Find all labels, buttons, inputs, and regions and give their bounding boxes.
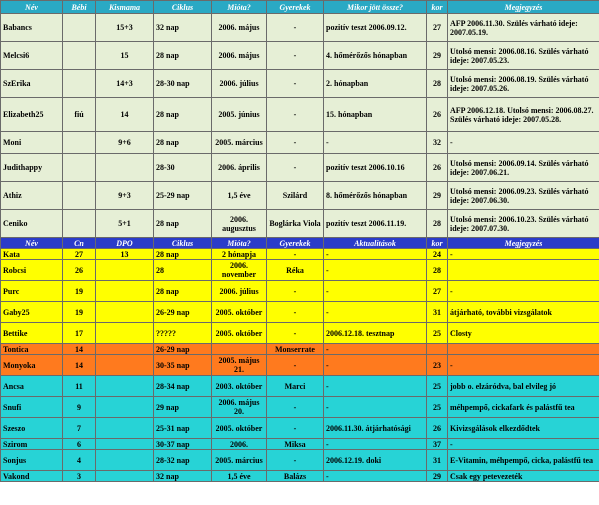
column-header: Név <box>1 1 63 14</box>
table-cell <box>96 154 154 182</box>
table-cell <box>212 344 267 355</box>
table-cell: 30-35 nap <box>154 355 212 376</box>
table-cell: 2006. augusztus <box>212 210 267 238</box>
table-cell <box>96 302 154 323</box>
table-cell: Sonjus <box>1 450 63 471</box>
table-cell: Ancsa <box>1 376 63 397</box>
table-cell: átjárható, további vizsgálatok <box>448 302 599 323</box>
table-cell: - <box>448 249 599 260</box>
table-cell: Ceniko <box>1 210 63 238</box>
table-row <box>1 450 599 471</box>
table-cell: - <box>324 397 427 418</box>
table-row <box>1 355 599 376</box>
table-row <box>1 471 599 482</box>
column-header: kor <box>427 1 448 14</box>
table-cell: 2006. <box>212 439 267 450</box>
trying-section <box>1 238 599 482</box>
table-cell: 14+3 <box>96 70 154 98</box>
table-cell: 14 <box>63 344 96 355</box>
table-cell: - <box>267 98 324 132</box>
table-cell: 19 <box>63 302 96 323</box>
table-cell: - <box>267 14 324 42</box>
table-cell: 13 <box>96 249 154 260</box>
column-header: Mikor jött össze? <box>324 1 427 14</box>
table-row <box>1 132 599 154</box>
table-cell: 28 <box>154 260 212 281</box>
table-cell: Szirom <box>1 439 63 450</box>
table-cell: 7 <box>63 418 96 439</box>
table-row <box>1 418 599 439</box>
table-cell: - <box>267 323 324 344</box>
header-row <box>1 238 599 249</box>
table-cell: 2005. március <box>212 132 267 154</box>
table-cell: 28 <box>427 260 448 281</box>
table-row <box>1 42 599 70</box>
table-cell: fiú <box>63 98 96 132</box>
table-cell: - <box>267 132 324 154</box>
table-cell: 32 nap <box>154 471 212 482</box>
table-cell: - <box>324 376 427 397</box>
table-cell: - <box>324 344 427 355</box>
table-cell: 2006.12.19. doki <box>324 450 427 471</box>
table-cell: 9+6 <box>96 132 154 154</box>
table-cell: 5+1 <box>96 210 154 238</box>
table-cell: 31 <box>427 450 448 471</box>
column-header: Ciklus <box>154 1 212 14</box>
table-row <box>1 397 599 418</box>
table-cell: Utolsó mensi: 2006.10.23. Szülés várható ideje: 2007.07.30. <box>448 210 599 238</box>
table-row <box>1 344 599 355</box>
table-cell: - <box>267 281 324 302</box>
table-cell: 28 nap <box>154 132 212 154</box>
table-cell: Robcsi <box>1 260 63 281</box>
table-cell: 1,5 éve <box>212 182 267 210</box>
column-header: Gyerekek <box>267 1 324 14</box>
table-cell: - <box>448 355 599 376</box>
table-cell: 37 <box>427 439 448 450</box>
table-cell: - <box>267 154 324 182</box>
table-cell: 9+3 <box>96 182 154 210</box>
table-cell <box>448 344 599 355</box>
table-cell: 9 <box>63 397 96 418</box>
table-cell: Bettike <box>1 323 63 344</box>
table-cell: - <box>324 281 427 302</box>
column-header: kor <box>427 238 448 249</box>
table-cell: Monserrate <box>267 344 324 355</box>
table-cell: 2006.12.18. tesztnap <box>324 323 427 344</box>
table-cell <box>96 397 154 418</box>
table-row <box>1 182 599 210</box>
table-cell: 25-29 nap <box>154 182 212 210</box>
table-cell: 28 nap <box>154 210 212 238</box>
table-cell: Kivizsgálások elkezdődtek <box>448 418 599 439</box>
table-cell: - <box>267 70 324 98</box>
table-cell: 14 <box>63 355 96 376</box>
table-cell <box>448 260 599 281</box>
table-cell: Moni <box>1 132 63 154</box>
table-cell: Kata <box>1 249 63 260</box>
table-cell: 14 <box>96 98 154 132</box>
table-cell: AFP 2006.12.18. Utolsó mensi: 2006.08.27. Szülés várható ideje: 2007.05.28. <box>448 98 599 132</box>
table-cell <box>96 450 154 471</box>
table-cell: 28 nap <box>154 249 212 260</box>
table-cell: 23 <box>427 355 448 376</box>
table-cell: - <box>324 355 427 376</box>
table-cell: 24 <box>427 249 448 260</box>
table-row <box>1 323 599 344</box>
table-cell: Babancs <box>1 14 63 42</box>
table-cell: 28 nap <box>154 281 212 302</box>
table-cell: - <box>448 281 599 302</box>
table-cell: Miksa <box>267 439 324 450</box>
table-row <box>1 98 599 132</box>
table-cell: Szilárd <box>267 182 324 210</box>
table-cell: 2006. november <box>212 260 267 281</box>
table-cell: méhpempő, cickafark és palástfű tea <box>448 397 599 418</box>
table-cell: 2005. október <box>212 302 267 323</box>
table-cell: Balázs <box>267 471 324 482</box>
table-cell <box>96 260 154 281</box>
table-cell <box>63 182 96 210</box>
table-cell: 28-30 <box>154 154 212 182</box>
table-cell: AFP 2006.11.30. Szülés várható ideje: 2007.05.19. <box>448 14 599 42</box>
table-cell: - <box>267 302 324 323</box>
table-cell: 28-30 nap <box>154 70 212 98</box>
table-cell: 32 nap <box>154 14 212 42</box>
table-cell: 11 <box>63 376 96 397</box>
table-cell: 2006. július <box>212 281 267 302</box>
table-cell: 2005. március <box>212 450 267 471</box>
table-cell: 25 <box>427 323 448 344</box>
table-cell: 2005. október <box>212 418 267 439</box>
table-cell: - <box>448 132 599 154</box>
table-row <box>1 14 599 42</box>
table-cell: 29 <box>427 471 448 482</box>
table-cell: 26-29 nap <box>154 344 212 355</box>
table-cell: SzErika <box>1 70 63 98</box>
table-cell: Gaby25 <box>1 302 63 323</box>
table-cell: jobb o. elzáródva, bal elvileg jó <box>448 376 599 397</box>
table-cell: 32 <box>427 132 448 154</box>
table-cell: 15 <box>96 42 154 70</box>
table-cell: Réka <box>267 260 324 281</box>
table-cell: 4. hőmérőzős hónapban <box>324 42 427 70</box>
column-header: Cn <box>63 238 96 249</box>
table-cell: 29 nap <box>154 397 212 418</box>
table-cell: - <box>267 249 324 260</box>
table-cell <box>96 439 154 450</box>
table-cell: 28-32 nap <box>154 450 212 471</box>
table-cell: 2. hónapban <box>324 70 427 98</box>
table-cell: 26 <box>427 418 448 439</box>
table-cell: 2006. május <box>212 14 267 42</box>
table-cell: 2005. május 21. <box>212 355 267 376</box>
table-cell: Csak egy petevezeték <box>448 471 599 482</box>
table-cell <box>96 323 154 344</box>
table-cell: Judithappy <box>1 154 63 182</box>
table-cell: pozitív teszt 2006.09.12. <box>324 14 427 42</box>
table-cell: 28 <box>427 70 448 98</box>
table-cell: 1,5 éve <box>212 471 267 482</box>
header-row <box>1 1 599 14</box>
table-cell: E-Vitamin, méhpempő, cicka, palástfű tea <box>448 450 599 471</box>
table-cell: - <box>324 439 427 450</box>
table-cell: 25 <box>427 397 448 418</box>
table-cell: 25 <box>427 376 448 397</box>
table-cell: pozitív teszt 2006.10.16 <box>324 154 427 182</box>
column-header: Név <box>1 238 63 249</box>
expecting-section <box>1 1 599 238</box>
table-cell: 28 <box>427 210 448 238</box>
table-cell: 2005. október <box>212 323 267 344</box>
table-cell <box>96 471 154 482</box>
table-cell: Szeszo <box>1 418 63 439</box>
table-cell: - <box>267 418 324 439</box>
table-cell: Snufi <box>1 397 63 418</box>
table-cell: 27 <box>63 249 96 260</box>
table-cell <box>63 210 96 238</box>
table-row <box>1 210 599 238</box>
table-cell: 2005. június <box>212 98 267 132</box>
table-row <box>1 249 599 260</box>
table-cell: - <box>267 450 324 471</box>
table-cell <box>96 344 154 355</box>
table-cell: - <box>324 249 427 260</box>
column-header: Mióta? <box>212 1 267 14</box>
table-cell: 17 <box>63 323 96 344</box>
table-cell: Closty <box>448 323 599 344</box>
table-row <box>1 376 599 397</box>
table-cell: 26 <box>427 98 448 132</box>
table-cell: pozitív teszt 2006.11.19. <box>324 210 427 238</box>
column-header: DPO <box>96 238 154 249</box>
table-cell: Athiz <box>1 182 63 210</box>
table-cell: Utolsó mensi: 2006.09.14. Szülés várható ideje: 2007.06.21. <box>448 154 599 182</box>
table-cell: 19 <box>63 281 96 302</box>
table-cell: 31 <box>427 302 448 323</box>
table-cell: 28-34 nap <box>154 376 212 397</box>
table-cell: 27 <box>427 281 448 302</box>
table-cell: 2006. május <box>212 42 267 70</box>
table-cell: 27 <box>427 14 448 42</box>
table-cell: Vakond <box>1 471 63 482</box>
table-row <box>1 439 599 450</box>
table-cell <box>427 344 448 355</box>
table-cell: - <box>448 439 599 450</box>
table-cell: 4 <box>63 450 96 471</box>
table-cell: Utolsó mensi: 2006.09.23. Szülés várható ideje: 2007.06.30. <box>448 182 599 210</box>
table-cell: Utolsó mensi: 2006.08.16. Szülés várható ideje: 2007.05.23. <box>448 42 599 70</box>
table-cell <box>63 14 96 42</box>
table-row <box>1 154 599 182</box>
table-cell: Melcsi6 <box>1 42 63 70</box>
table-cell: 26 <box>427 154 448 182</box>
table-cell: 2006. május 20. <box>212 397 267 418</box>
table-cell: 2003. október <box>212 376 267 397</box>
table-cell: Elizabeth25 <box>1 98 63 132</box>
column-header: Megjegyzés <box>448 238 599 249</box>
table-cell: 26-29 nap <box>154 302 212 323</box>
column-header: Mióta? <box>212 238 267 249</box>
table-cell: - <box>324 132 427 154</box>
table-row <box>1 302 599 323</box>
column-header: Aktualitások <box>324 238 427 249</box>
table-cell: 2006.11.30. átjárhatósági <box>324 418 427 439</box>
table-cell: 29 <box>427 182 448 210</box>
table-cell <box>63 70 96 98</box>
table-cell: 2006. július <box>212 70 267 98</box>
table-cell: 26 <box>63 260 96 281</box>
table-cell: 6 <box>63 439 96 450</box>
table-cell: 28 nap <box>154 42 212 70</box>
column-header: Bébi <box>63 1 96 14</box>
table-cell: - <box>324 260 427 281</box>
table-cell <box>96 418 154 439</box>
table-cell: Marci <box>267 376 324 397</box>
table-row <box>1 260 599 281</box>
table-cell: - <box>324 302 427 323</box>
table-cell: ????? <box>154 323 212 344</box>
table-cell <box>96 355 154 376</box>
table-cell: - <box>267 355 324 376</box>
table-cell: 3 <box>63 471 96 482</box>
table-cell: Purc <box>1 281 63 302</box>
table-cell: - <box>267 42 324 70</box>
table-row <box>1 70 599 98</box>
table-cell: 29 <box>427 42 448 70</box>
column-header: Kismama <box>96 1 154 14</box>
table-cell <box>63 132 96 154</box>
table-cell <box>96 281 154 302</box>
column-header: Ciklus <box>154 238 212 249</box>
table-cell: 8. hőmérőzős hónapban <box>324 182 427 210</box>
table-cell: 28 nap <box>154 98 212 132</box>
table-cell: Monyoka <box>1 355 63 376</box>
table-cell: 2006. április <box>212 154 267 182</box>
table-cell: Boglárka Viola <box>267 210 324 238</box>
table-cell <box>63 42 96 70</box>
table-cell: - <box>324 471 427 482</box>
column-header: Gyerekek <box>267 238 324 249</box>
table-cell: Tontica <box>1 344 63 355</box>
column-header: Megjegyzés <box>448 1 599 14</box>
table-cell: 15+3 <box>96 14 154 42</box>
table-cell <box>63 154 96 182</box>
table-cell: 25-31 nap <box>154 418 212 439</box>
table-cell: 2 hónapja <box>212 249 267 260</box>
table-cell: 30-37 nap <box>154 439 212 450</box>
table-cell: Utolsó mensi: 2006.08.19. Szülés várható ideje: 2007.05.26. <box>448 70 599 98</box>
table-row <box>1 281 599 302</box>
table-cell <box>96 376 154 397</box>
table-cell: 15. hónapban <box>324 98 427 132</box>
table-cell: - <box>267 397 324 418</box>
